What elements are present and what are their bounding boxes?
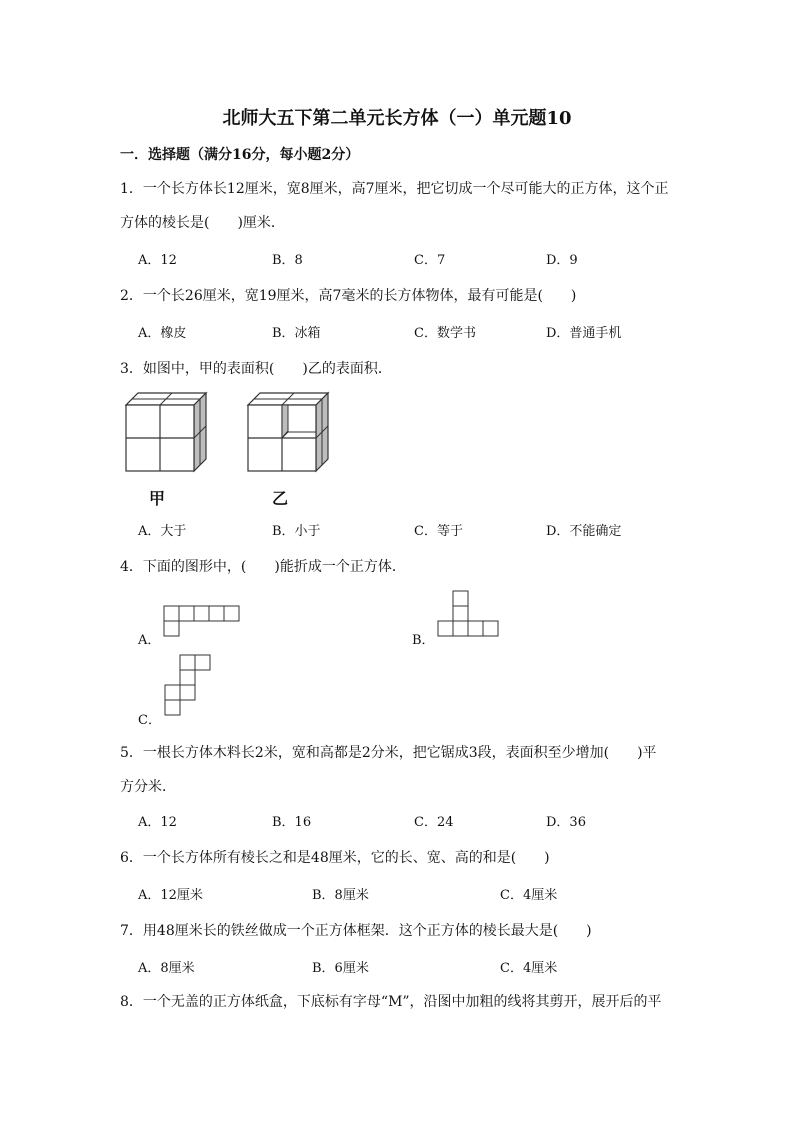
q5-option-d: D．36 [546, 815, 586, 830]
question-2-line-1: 2．一个长26厘米，宽19厘米，高7毫米的长方体物体，最有可能是( ) [120, 288, 577, 304]
section-heading: 一．选择题（满分16分，每小题2分） [120, 147, 360, 163]
figure-yi-cube [248, 393, 330, 473]
q7-option-c: C．4厘米 [500, 961, 558, 976]
q3-option-c: C．等于 [414, 524, 463, 539]
question-3-line-1: 3．如图中，甲的表面积( )乙的表面积． [120, 361, 392, 377]
q1-option-d: D．9 [546, 253, 578, 268]
question-1-line-2: 方体的棱长是( )厘米． [120, 215, 285, 231]
question-1-line-1: 1．一个长方体长12厘米，宽8厘米，高7厘米，把它切成一个尽可能大的正方体，这个正 [120, 181, 669, 197]
question-8-line-1: 8．一个无盖的正方体纸盒，下底标有字母“M”，沿图中加粗的线将其剪开，展开后的平 [120, 994, 662, 1010]
q2-option-d: D．普通手机 [546, 326, 622, 341]
q2-option-c: C．数学书 [414, 326, 476, 341]
figure-jia-cube [126, 393, 208, 473]
q3-option-d: D．不能确定 [546, 524, 622, 539]
q4-option-c-label: C． [138, 713, 161, 728]
q4-option-a-label: A． [138, 633, 161, 648]
q4-net-a [164, 606, 242, 640]
q2-option-b: B．冰箱 [272, 326, 321, 341]
q6-option-b: B．8厘米 [312, 888, 369, 903]
question-6-line-1: 6．一个长方体所有棱长之和是48厘米，它的长、宽、高的和是( ) [120, 850, 550, 866]
q4-net-b [438, 591, 502, 639]
q7-option-a: A．8厘米 [138, 961, 195, 976]
figure-yi-label: 乙 [272, 489, 289, 508]
q1-option-c: C．7 [414, 253, 446, 268]
q2-option-a: A．橡皮 [138, 326, 187, 341]
q4-net-c [165, 655, 215, 719]
page-title: 北师大五下第二单元长方体（一）单元题10 [222, 108, 572, 129]
question-7-line-1: 7．用48厘米长的铁丝做成一个正方体框架．这个正方体的棱长最大是( ) [120, 923, 592, 939]
q1-option-b: B．8 [272, 253, 303, 268]
q6-option-c: C．4厘米 [500, 888, 558, 903]
question-4-line-1: 4．下面的图形中，( )能折成一个正方体． [120, 559, 406, 575]
q3-option-a: A．大于 [138, 524, 187, 539]
q5-option-b: B．16 [272, 815, 312, 830]
q3-option-b: B．小于 [272, 524, 321, 539]
question-5-line-2: 方分米． [120, 779, 176, 795]
q5-option-a: A．12 [138, 815, 177, 830]
q7-option-b: B．6厘米 [312, 961, 369, 976]
question-5-line-1: 5．一根长方体木料长2米，宽和高都是2分米，把它锯成3段，表面积至少增加( )平 [120, 745, 657, 761]
q5-option-c: C．24 [414, 815, 454, 830]
q6-option-a: A．12厘米 [138, 888, 203, 903]
q1-option-a: A．12 [138, 253, 177, 268]
q4-option-b-label: B． [412, 633, 435, 648]
figure-jia-label: 甲 [149, 489, 166, 508]
